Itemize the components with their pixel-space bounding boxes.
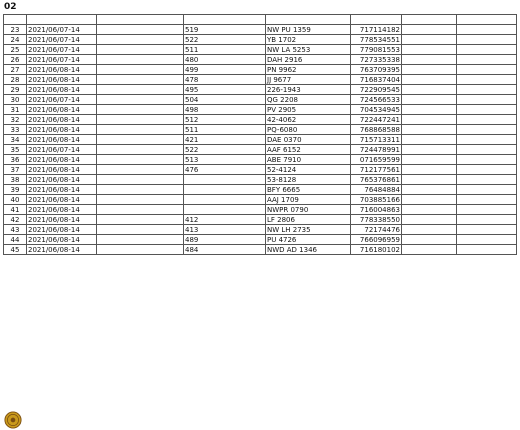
cell-no: 35 bbox=[4, 145, 27, 155]
cell-address bbox=[184, 205, 266, 215]
cell-reg bbox=[266, 195, 351, 205]
cell-name bbox=[97, 175, 184, 185]
cell-c7 bbox=[402, 135, 457, 145]
table-row bbox=[4, 165, 517, 175]
cell-c8 bbox=[457, 65, 517, 75]
table-row bbox=[4, 45, 517, 55]
cell-date: 2021/06/08-14 bbox=[27, 225, 97, 235]
cell-no: 33 bbox=[4, 125, 27, 135]
table-row bbox=[4, 195, 517, 205]
cell-name bbox=[97, 55, 184, 65]
cell-phone-line: 717114182 bbox=[359, 25, 400, 34]
cell-date: 2021/06/08-14 bbox=[27, 205, 97, 215]
table-row bbox=[4, 135, 517, 145]
column-header bbox=[184, 15, 266, 25]
cell-address: 413 bbox=[184, 225, 266, 235]
cell-phone bbox=[351, 185, 402, 195]
column-header bbox=[457, 15, 517, 25]
cell-phone-line: 76484884 bbox=[364, 185, 400, 194]
cell-address bbox=[184, 175, 266, 185]
cell-phone bbox=[351, 35, 402, 45]
cell-phone bbox=[351, 105, 402, 115]
cell-c8 bbox=[457, 55, 517, 65]
cell-phone bbox=[351, 165, 402, 175]
cell-date: 2021/06/08-14 bbox=[27, 75, 97, 85]
cell-reg-line: 52-4124 bbox=[267, 165, 297, 174]
table-row bbox=[4, 175, 517, 185]
cell-reg bbox=[266, 95, 351, 105]
cell-c7 bbox=[402, 155, 457, 165]
cell-date: 2021/06/08-14 bbox=[27, 65, 97, 75]
cell-c7 bbox=[402, 165, 457, 175]
cell-reg bbox=[266, 145, 351, 155]
cell-c8 bbox=[457, 35, 517, 45]
cell-name bbox=[97, 75, 184, 85]
cell-c8 bbox=[457, 215, 517, 225]
cell-phone-line: 716837404 bbox=[359, 75, 400, 84]
cell-name bbox=[97, 35, 184, 45]
cell-reg-line: LF 2806 bbox=[267, 215, 295, 224]
cell-reg bbox=[266, 115, 351, 125]
cell-reg-line: BFY 6665 bbox=[267, 185, 301, 194]
cell-reg bbox=[266, 135, 351, 145]
cell-reg bbox=[266, 85, 351, 95]
cell-name bbox=[97, 95, 184, 105]
cell-reg bbox=[266, 165, 351, 175]
cell-c7 bbox=[402, 205, 457, 215]
cell-phone-line: 778338550 bbox=[359, 215, 400, 224]
cell-no: 30 bbox=[4, 95, 27, 105]
cell-name bbox=[97, 125, 184, 135]
table-row bbox=[4, 95, 517, 105]
cell-no: 24 bbox=[4, 35, 27, 45]
cell-c8 bbox=[457, 235, 517, 245]
cell-no: 32 bbox=[4, 115, 27, 125]
cell-date: 2021/06/08-14 bbox=[27, 175, 97, 185]
table-row bbox=[4, 105, 517, 115]
cell-date: 2021/06/08-14 bbox=[27, 195, 97, 205]
cell-address: 495 bbox=[184, 85, 266, 95]
register-table bbox=[3, 14, 517, 255]
register-table-body bbox=[4, 15, 517, 255]
cell-c8 bbox=[457, 225, 517, 235]
table-row bbox=[4, 85, 517, 95]
table-row bbox=[4, 155, 517, 165]
cell-date: 2021/06/08-14 bbox=[27, 235, 97, 245]
cell-reg-line: ABE 7910 bbox=[267, 155, 302, 164]
cell-no: 25 bbox=[4, 45, 27, 55]
cell-phone-line: 704534945 bbox=[359, 105, 400, 114]
table-row bbox=[4, 115, 517, 125]
cell-phone-line: 722447241 bbox=[359, 115, 400, 124]
cell-no: 29 bbox=[4, 85, 27, 95]
table-row bbox=[4, 185, 517, 195]
cell-reg-line: NW LA 5253 bbox=[267, 45, 311, 54]
cell-c7 bbox=[402, 145, 457, 155]
cell-c7 bbox=[402, 25, 457, 35]
cell-c7 bbox=[402, 195, 457, 205]
cell-phone-line: 712177561 bbox=[359, 165, 400, 174]
cell-no: 45 bbox=[4, 245, 27, 255]
cell-address: 476 bbox=[184, 165, 266, 175]
cell-c8 bbox=[457, 195, 517, 205]
cell-address: 522 bbox=[184, 35, 266, 45]
cell-reg-line: DAE 0370 bbox=[267, 135, 302, 144]
cell-no: 39 bbox=[4, 185, 27, 195]
table-row bbox=[4, 215, 517, 225]
cell-date: 2021/06/08-14 bbox=[27, 155, 97, 165]
cell-address: 480 bbox=[184, 55, 266, 65]
cell-reg bbox=[266, 55, 351, 65]
cell-reg-line: NW PU 1359 bbox=[267, 25, 311, 34]
cell-date: 2021/06/07-14 bbox=[27, 55, 97, 65]
cell-no: 27 bbox=[4, 65, 27, 75]
cell-phone bbox=[351, 85, 402, 95]
cell-reg bbox=[266, 185, 351, 195]
cell-address bbox=[184, 195, 266, 205]
cell-name bbox=[97, 215, 184, 225]
column-header bbox=[4, 15, 27, 25]
cell-c8 bbox=[457, 165, 517, 175]
table-row bbox=[4, 205, 517, 215]
cell-no: 42 bbox=[4, 215, 27, 225]
cell-reg bbox=[266, 125, 351, 135]
table-row bbox=[4, 65, 517, 75]
cell-reg-line: YB 1702 bbox=[267, 35, 297, 44]
section-heading: 02 bbox=[4, 2, 17, 12]
cell-phone bbox=[351, 215, 402, 225]
cell-phone-line: 703885166 bbox=[359, 195, 400, 204]
cell-c8 bbox=[457, 155, 517, 165]
cell-c7 bbox=[402, 105, 457, 115]
cell-address: 519 bbox=[184, 25, 266, 35]
cell-reg-line: NWPR 0790 bbox=[267, 205, 309, 214]
cell-address: 513 bbox=[184, 155, 266, 165]
cell-address: 522 bbox=[184, 145, 266, 155]
cell-c7 bbox=[402, 55, 457, 65]
cell-date: 2021/06/08-14 bbox=[27, 165, 97, 175]
cell-reg-line: 226-1943 bbox=[267, 85, 301, 94]
table-row bbox=[4, 125, 517, 135]
cell-phone bbox=[351, 135, 402, 145]
cell-reg bbox=[266, 35, 351, 45]
cell-phone bbox=[351, 75, 402, 85]
cell-no: 31 bbox=[4, 105, 27, 115]
cell-date: 2021/06/08-14 bbox=[27, 185, 97, 195]
table-row bbox=[4, 55, 517, 65]
cell-c8 bbox=[457, 245, 517, 255]
cell-c8 bbox=[457, 95, 517, 105]
cell-reg-line: 42-4062 bbox=[267, 115, 297, 124]
cell-c8 bbox=[457, 125, 517, 135]
cell-c8 bbox=[457, 75, 517, 85]
cell-phone bbox=[351, 195, 402, 205]
cell-no: 38 bbox=[4, 175, 27, 185]
cell-c8 bbox=[457, 135, 517, 145]
cell-phone bbox=[351, 145, 402, 155]
cell-name bbox=[97, 115, 184, 125]
cell-date: 2021/06/07-14 bbox=[27, 45, 97, 55]
cell-no: 34 bbox=[4, 135, 27, 145]
table-header-row bbox=[4, 15, 517, 25]
cell-c8 bbox=[457, 175, 517, 185]
table-row bbox=[4, 225, 517, 235]
cell-c8 bbox=[457, 205, 517, 215]
cell-c7 bbox=[402, 235, 457, 245]
cell-c7 bbox=[402, 95, 457, 105]
cell-c7 bbox=[402, 65, 457, 75]
cell-phone bbox=[351, 235, 402, 245]
cell-phone bbox=[351, 125, 402, 135]
cell-reg bbox=[266, 235, 351, 245]
cell-phone-line: 724566533 bbox=[359, 95, 400, 104]
cell-c8 bbox=[457, 185, 517, 195]
cell-no: 28 bbox=[4, 75, 27, 85]
cell-reg-line: PU 4726 bbox=[267, 235, 297, 244]
cell-phone bbox=[351, 245, 402, 255]
cell-no: 23 bbox=[4, 25, 27, 35]
table-row bbox=[4, 25, 517, 35]
cell-name bbox=[97, 25, 184, 35]
cell-name bbox=[97, 145, 184, 155]
cell-name bbox=[97, 155, 184, 165]
cell-no: 26 bbox=[4, 55, 27, 65]
emblem-seal-icon bbox=[4, 411, 22, 429]
cell-phone bbox=[351, 25, 402, 35]
table-row bbox=[4, 75, 517, 85]
cell-c7 bbox=[402, 185, 457, 195]
cell-c8 bbox=[457, 85, 517, 95]
cell-reg-line: PN 9962 bbox=[267, 65, 297, 74]
cell-phone-line: 768868588 bbox=[359, 125, 400, 134]
cell-phone bbox=[351, 95, 402, 105]
cell-no: 43 bbox=[4, 225, 27, 235]
cell-c7 bbox=[402, 175, 457, 185]
cell-phone bbox=[351, 155, 402, 165]
cell-c8 bbox=[457, 105, 517, 115]
cell-c8 bbox=[457, 25, 517, 35]
cell-c7 bbox=[402, 245, 457, 255]
cell-date: 2021/06/07-14 bbox=[27, 25, 97, 35]
cell-date: 2021/06/08-14 bbox=[27, 115, 97, 125]
cell-phone-line: 715713311 bbox=[359, 135, 400, 144]
cell-no: 40 bbox=[4, 195, 27, 205]
cell-name bbox=[97, 45, 184, 55]
column-header bbox=[266, 15, 351, 25]
cell-reg-line: DAH 2916 bbox=[267, 55, 303, 64]
cell-address: 421 bbox=[184, 135, 266, 145]
cell-c7 bbox=[402, 75, 457, 85]
cell-date: 2021/06/07-14 bbox=[27, 35, 97, 45]
column-header bbox=[97, 15, 184, 25]
footer bbox=[0, 410, 520, 430]
cell-phone bbox=[351, 175, 402, 185]
cell-reg-line: PV 2905 bbox=[267, 105, 297, 114]
cell-phone bbox=[351, 115, 402, 125]
cell-address: 412 bbox=[184, 215, 266, 225]
cell-c8 bbox=[457, 45, 517, 55]
cell-name bbox=[97, 185, 184, 195]
cell-phone-line: 779081553 bbox=[359, 45, 400, 54]
cell-address: 478 bbox=[184, 75, 266, 85]
seal-center bbox=[11, 418, 16, 423]
column-header bbox=[27, 15, 97, 25]
cell-phone-line: 716004863 bbox=[359, 205, 400, 214]
cell-reg bbox=[266, 225, 351, 235]
cell-date: 2021/06/07-14 bbox=[27, 145, 97, 155]
cell-phone-line: 071659599 bbox=[359, 155, 400, 164]
cell-name bbox=[97, 245, 184, 255]
cell-reg-line: AAJ 1709 bbox=[267, 195, 299, 204]
cell-address bbox=[184, 185, 266, 195]
table-row bbox=[4, 245, 517, 255]
cell-c8 bbox=[457, 145, 517, 155]
cell-c8 bbox=[457, 115, 517, 125]
cell-phone-line: 766096959 bbox=[359, 235, 400, 244]
cell-name bbox=[97, 165, 184, 175]
table-row bbox=[4, 235, 517, 245]
cell-c7 bbox=[402, 225, 457, 235]
cell-reg bbox=[266, 175, 351, 185]
table-row bbox=[4, 35, 517, 45]
cell-phone bbox=[351, 205, 402, 215]
cell-c7 bbox=[402, 125, 457, 135]
cell-address: 512 bbox=[184, 115, 266, 125]
cell-reg-line: NW LH 2735 bbox=[267, 225, 311, 234]
cell-no: 44 bbox=[4, 235, 27, 245]
cell-address: 504 bbox=[184, 95, 266, 105]
cell-reg bbox=[266, 45, 351, 55]
cell-reg bbox=[266, 75, 351, 85]
cell-reg-line: NWD AD 1346 bbox=[267, 245, 317, 254]
cell-name bbox=[97, 105, 184, 115]
cell-no: 36 bbox=[4, 155, 27, 165]
cell-phone-line: 778534551 bbox=[359, 35, 400, 44]
cell-phone bbox=[351, 225, 402, 235]
cell-c7 bbox=[402, 35, 457, 45]
cell-reg bbox=[266, 25, 351, 35]
cell-address: 511 bbox=[184, 125, 266, 135]
cell-phone-line: 716180102 bbox=[359, 245, 400, 254]
cell-date: 2021/06/08-14 bbox=[27, 105, 97, 115]
cell-date: 2021/06/07-14 bbox=[27, 95, 97, 105]
cell-c7 bbox=[402, 85, 457, 95]
cell-name bbox=[97, 235, 184, 245]
cell-name bbox=[97, 195, 184, 205]
cell-reg-line: PQ-6080 bbox=[267, 125, 298, 134]
cell-reg bbox=[266, 65, 351, 75]
cell-name bbox=[97, 65, 184, 75]
cell-reg bbox=[266, 155, 351, 165]
cell-reg bbox=[266, 105, 351, 115]
cell-date: 2021/06/08-14 bbox=[27, 245, 97, 255]
cell-reg bbox=[266, 215, 351, 225]
cell-date: 2021/06/08-14 bbox=[27, 135, 97, 145]
cell-date: 2021/06/08-14 bbox=[27, 125, 97, 135]
column-header bbox=[402, 15, 457, 25]
cell-reg bbox=[266, 245, 351, 255]
cell-phone bbox=[351, 45, 402, 55]
cell-name bbox=[97, 135, 184, 145]
cell-c7 bbox=[402, 45, 457, 55]
cell-name bbox=[97, 225, 184, 235]
column-header bbox=[351, 15, 402, 25]
cell-phone bbox=[351, 65, 402, 75]
cell-no: 41 bbox=[4, 205, 27, 215]
cell-no: 37 bbox=[4, 165, 27, 175]
cell-c7 bbox=[402, 115, 457, 125]
cell-address: 511 bbox=[184, 45, 266, 55]
cell-date: 2021/06/08-14 bbox=[27, 215, 97, 225]
table-row bbox=[4, 145, 517, 155]
cell-date: 2021/06/08-14 bbox=[27, 85, 97, 95]
cell-phone-line: 765376861 bbox=[359, 175, 400, 184]
cell-address: 489 bbox=[184, 235, 266, 245]
cell-reg bbox=[266, 205, 351, 215]
cell-address: 499 bbox=[184, 65, 266, 75]
cell-phone-line: 722909545 bbox=[359, 85, 400, 94]
cell-c7 bbox=[402, 215, 457, 225]
cell-phone bbox=[351, 55, 402, 65]
cell-address: 498 bbox=[184, 105, 266, 115]
cell-reg-line: QG 2208 bbox=[267, 95, 298, 104]
cell-reg-line: 53-8128 bbox=[267, 175, 297, 184]
cell-name bbox=[97, 85, 184, 95]
cell-name bbox=[97, 205, 184, 215]
cell-phone-line: 763709395 bbox=[359, 65, 400, 74]
cell-reg-line: JJ 9677 bbox=[267, 75, 292, 84]
cell-phone-line: 727335338 bbox=[359, 55, 400, 64]
cell-phone-line: 72174476 bbox=[364, 225, 400, 234]
cell-reg-line: AAF 6152 bbox=[267, 145, 301, 154]
cell-phone-line: 724478991 bbox=[359, 145, 400, 154]
cell-address: 484 bbox=[184, 245, 266, 255]
